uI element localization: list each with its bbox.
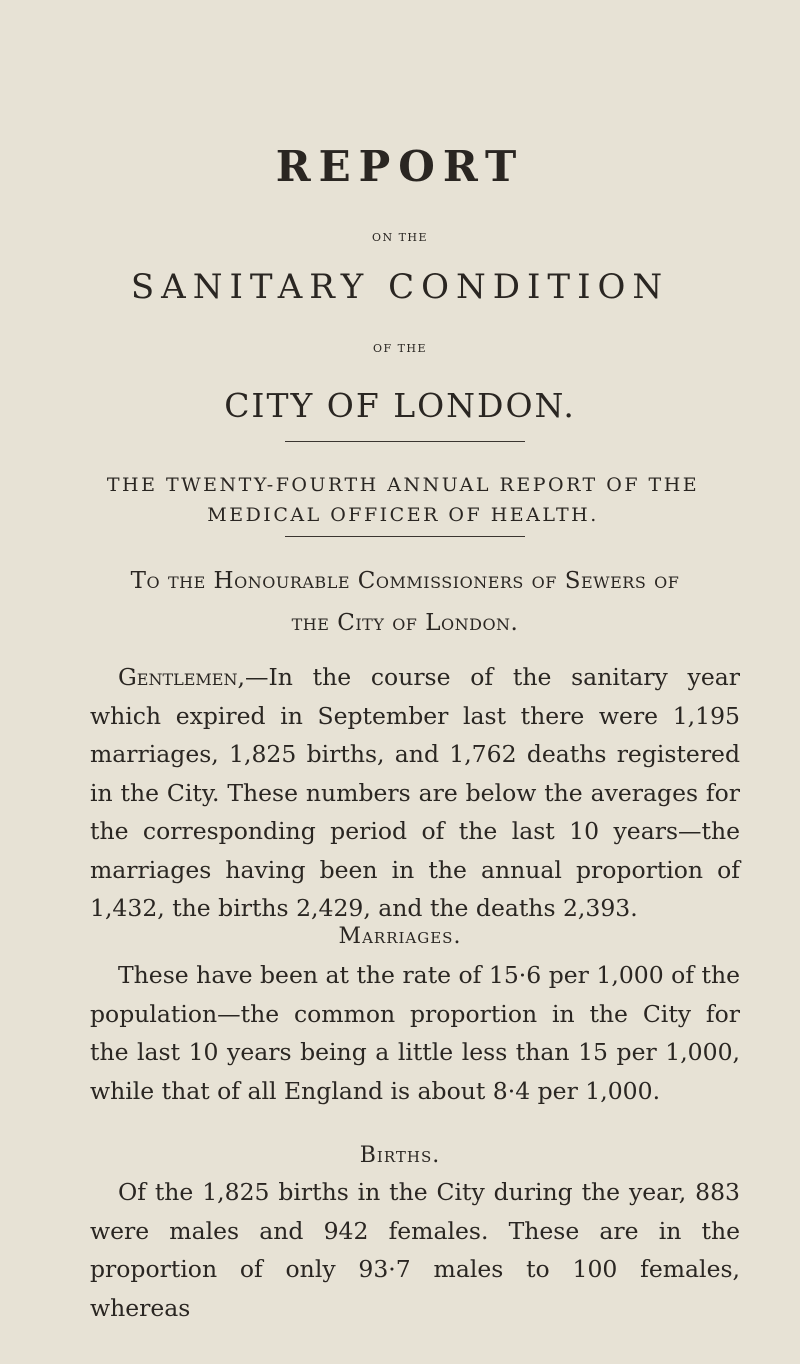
intro-paragraph — [90, 658, 740, 928]
salutation: Gentlemen, — [118, 663, 245, 691]
of-the-label: OF THE — [372, 342, 428, 355]
address-block — [60, 560, 750, 644]
births-paragraph: Of the 1,825 births in the City during the year, 883 were males and 942 females. These are in the proportion of only 93·7 males to 100 females, whereas — [90, 1178, 740, 1322]
report-title: REPORT — [275, 142, 525, 191]
address-line-2: the City of London. — [291, 610, 519, 636]
on-the-label: ON THE — [371, 231, 429, 244]
marriages-heading: Marriages. — [338, 924, 462, 949]
subject-heading: SANITARY CONDITION — [130, 267, 670, 307]
divider-top — [285, 441, 525, 442]
report-subtitle: THE TWENTY-FOURTH ANNUAL REPORT OF THE MEDICAL OFFICER OF HEALTH. — [106, 474, 700, 526]
intro-text: —In the course of the sanitary year which expired in September last there were 1,195 marriages, 1,825 births, and 1,762 deaths registered in the City. These numbers are below the averages for the corresponding period of the last 10 years—the marriages having been in the annual proportion of 1,432, the births 2,429, and the deaths 2,393. — [90, 663, 740, 922]
births-heading: Births. — [359, 1143, 441, 1168]
place-heading: CITY OF LONDON. — [224, 386, 576, 425]
divider-bottom — [285, 536, 525, 537]
marriages-paragraph: These have been at the rate of 15·6 per 1,000 of the population—the common proportion in the City for the last 10 years being a little less than 15 per 1,000, while that of all England is about 8·4 per 1,000. — [90, 961, 740, 1105]
address-line-1: To the Honourable Commissioners of Sewers of — [130, 568, 680, 594]
